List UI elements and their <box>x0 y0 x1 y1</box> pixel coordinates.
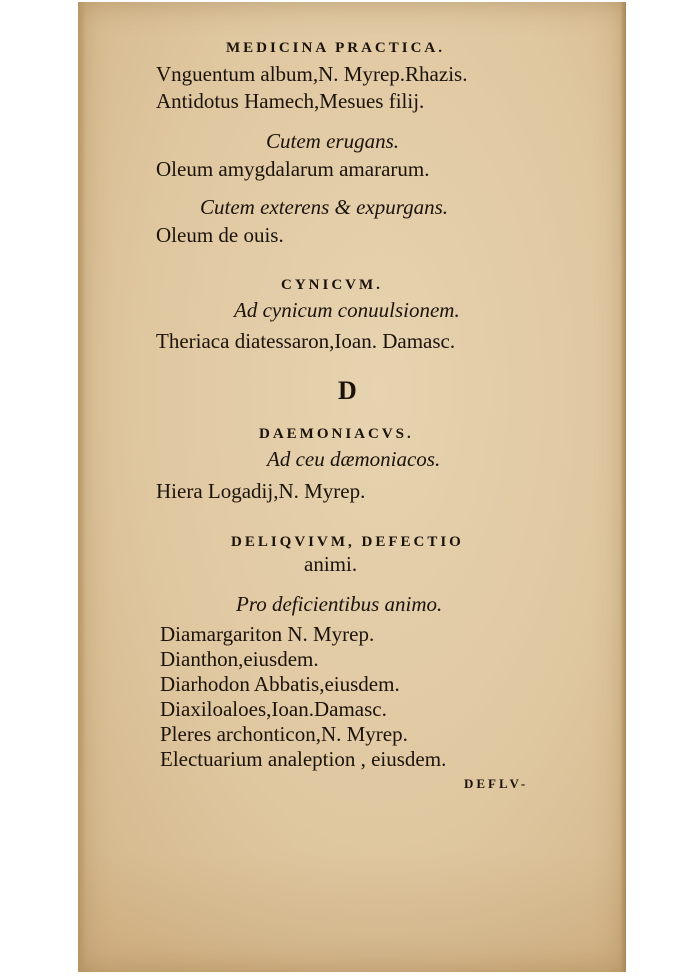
page-edge-shadow <box>620 2 626 972</box>
running-title: MEDICINA PRACTICA. <box>226 40 446 56</box>
section-heading: DELIQVIVM, DEFECTIO <box>231 534 464 550</box>
text-line: Diaxiloaloes,Ioan.Damasc. <box>160 697 387 721</box>
letter-heading: D <box>338 376 357 405</box>
subheading: Ad cynicum conuulsionem. <box>234 298 460 322</box>
page-gutter-shadow <box>78 2 86 972</box>
text-line: Pleres archonticon,N. Myrep. <box>160 722 408 746</box>
section-heading: DAEMONIACVS. <box>259 426 414 442</box>
text-line: Oleum de ouis. <box>156 223 284 247</box>
text-line: Oleum amygdalarum amararum. <box>156 157 430 181</box>
text-line: Antidotus Hamech,Mesues filij. <box>156 89 425 113</box>
book-page <box>78 2 626 972</box>
text-line: Electuarium analeption , eiusdem. <box>160 747 447 771</box>
text-line: animi. <box>304 552 358 576</box>
page-stain <box>78 852 626 972</box>
catchword: DEFLV- <box>464 776 529 791</box>
text-line: Hiera Logadij,N. Myrep. <box>156 479 366 503</box>
text-line: Vnguentum album,N. Myrep.Rhazis. <box>156 62 468 86</box>
subheading: Pro deficientibus animo. <box>236 592 443 616</box>
text-line: Dianthon,eiusdem. <box>160 647 319 671</box>
section-heading: CYNICVM. <box>281 277 383 293</box>
subheading: Cutem exterens & expurgans. <box>200 195 449 219</box>
subheading: Cutem erugans. <box>266 129 399 153</box>
subheading: Ad ceu dæmoniacos. <box>267 447 441 471</box>
text-line: Theriaca diatessaron,Ioan. Damasc. <box>156 329 456 353</box>
text-line: Diamargariton N. Myrep. <box>160 622 375 646</box>
text-line: Diarhodon Abbatis,eiusdem. <box>160 672 400 696</box>
